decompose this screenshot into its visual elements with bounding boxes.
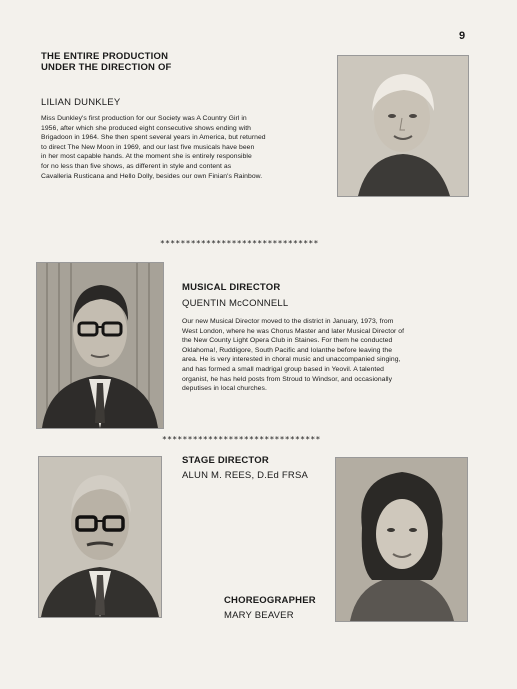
bio-line: to direct The New Moon in 1969, and our last five musicals have been (41, 143, 255, 151)
musical-director-heading: MUSICAL DIRECTOR (182, 282, 281, 293)
bio-line: West London, where he was Chorus Master and later Musical Director of (182, 327, 405, 335)
choreographer-photo (335, 457, 468, 622)
bio-line: and has formed a small madrigal group based in Yeovil. A talented (182, 365, 384, 373)
bio-line: Miss Dunkley's first production for our Society was A Country Girl in (41, 115, 247, 122)
bio-line: in her most capable hands. At the moment she is entirely responsible (41, 153, 252, 161)
production-heading-line2: UNDER THE DIRECTION OF (41, 62, 172, 73)
separator: ******************************* (160, 239, 319, 248)
musical-director-photo (36, 262, 164, 429)
director-photo (337, 55, 469, 197)
musical-director-name: QUENTIN McCONNELL (182, 298, 289, 309)
production-heading (41, 51, 172, 73)
director-bio (41, 114, 327, 181)
bio-line: deputises in local churches. (182, 385, 267, 393)
bio-line: Oklahoma!, Ruddigore, South Pacific and Iolanthe before leaving the (182, 346, 393, 354)
bio-line: the New County Light Opera Club in Staines. For them he conducted (182, 337, 393, 345)
choreographer-name: MARY BEAVER (224, 610, 294, 621)
separator: ******************************* (162, 435, 321, 444)
bio-line: area. He is very interested in choral music and unaccompanied singing, (182, 356, 401, 364)
choreographer-heading: CHOREOGRAPHER (224, 595, 316, 606)
director-name: LILIAN DUNKLEY (41, 97, 121, 108)
stage-director-photo (38, 456, 162, 618)
bio-line: 1956, after which she produced eight consecutive shows ending with (41, 124, 251, 132)
production-heading-line1: THE ENTIRE PRODUCTION (41, 51, 169, 62)
page-number: 9 (459, 30, 466, 42)
bio-line: organist, he has held posts from Stroud to Windsor, and occasionally (182, 375, 393, 383)
stage-director-heading: STAGE DIRECTOR (182, 455, 269, 466)
bio-line: for no less than five shows, as different in style and content as (41, 162, 232, 170)
bio-line: Our new Musical Director moved to the district in January, 1973, from (182, 318, 394, 325)
bio-line: Cavalleria Rusticana and Hello Dolly, besides our own Finian's Rainbow. (41, 172, 263, 180)
bio-line: Brigadoon in 1964. She then spent several years in America, but returned (41, 134, 266, 142)
stage-director-name: ALUN M. REES, D.Ed FRSA (182, 470, 309, 481)
musical-director-bio (182, 317, 468, 394)
